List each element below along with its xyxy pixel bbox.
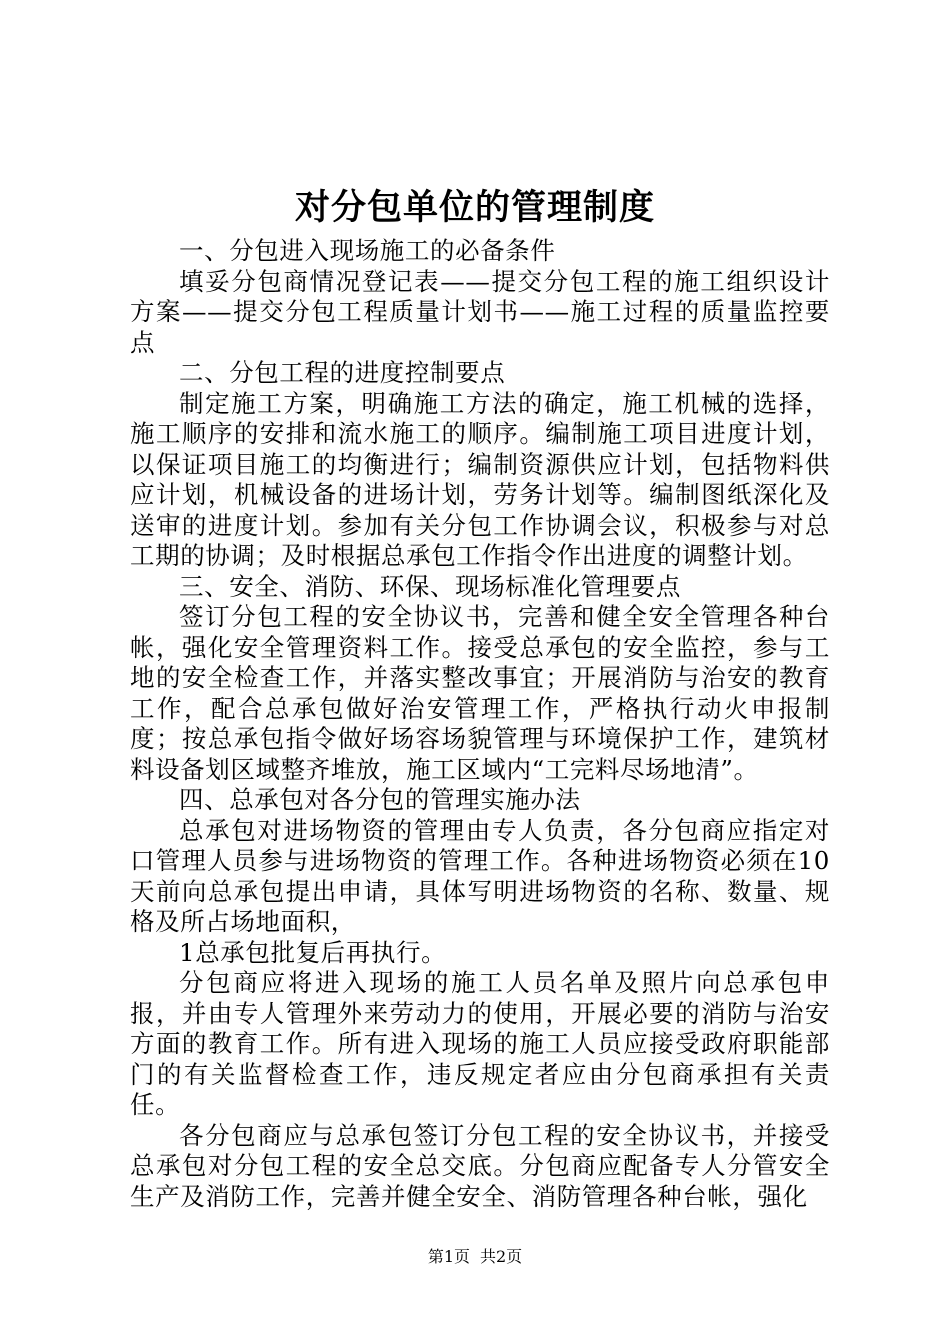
- paragraph: 总承包对进场物资的管理由专人负责，各分包商应指定对口管理人员参与进场物资的管理工作。各种进场物资必须在10天前向总承包提出申请，具体写明进场物资的名称、数量、规格及所占场地面积，: [130, 815, 830, 936]
- section-heading-3: 三、安全、消防、环保、现场标准化管理要点: [179, 571, 681, 601]
- document-title: 对分包单位的管理制度: [294, 187, 655, 228]
- section-heading-1: 一、分包进入现场施工的必备条件: [179, 236, 556, 265]
- page-footer: [0, 1247, 950, 1267]
- paragraph: 分包商应将进入现场的施工人员名单及照片向总承包申报，并由专人管理外来劳动力的使用，开展必要的消防与治安方面的教育工作。所有进入现场的施工人员应接受政府职能部门的有关监督检查工作，违反规定者应由分包商承担有关责任。: [130, 968, 830, 1119]
- section-heading-2: 二、分包工程的进度控制要点: [179, 358, 506, 387]
- page-number: 第1页: [427, 1247, 470, 1266]
- paragraph: 各分包商应与总承包签订分包工程的安全协议书，并接受总承包对分包工程的安全总交底。分包商应配备专人分管安全生产及消防工作，完善并健全安全、消防管理各种台帐，强化: [130, 1120, 830, 1211]
- paragraph: 填妥分包商情况登记表——提交分包工程的施工组织设计方案——提交分包工程质量计划书——施工过程的质量监控要点: [130, 266, 830, 357]
- page-total: 共2页: [480, 1247, 523, 1266]
- document-body: [130, 236, 830, 1212]
- section-heading-4: 四、总承包对各分包的管理实施办法: [179, 785, 581, 814]
- paragraph: 1总承包批复后再执行。: [179, 937, 447, 967]
- paragraph: 制定施工方案，明确施工方法的确定，施工机械的选择，施工顺序的安排和流水施工的顺序。编制施工项目进度计划，以保证项目施工的均衡进行；编制资源供应计划，包括物料供应计划，机械设备的进场计划，劳务计划等。编制图纸深化及送审的进度计划。参加有关分包工作协调会议，积极参与对总工期的协调；及时根据总承包工作指令作出进度的调整计划。: [130, 388, 830, 570]
- paragraph: 签订分包工程的安全协议书，完善和健全安全管理各种台帐，强化安全管理资料工作。接受总承包的安全监控，参与工地的安全检查工作，并落实整改事宜；开展消防与治安的教育工作，配合总承包做好治安管理工作，严格执行动火申报制度；按总承包指令做好场容场貌管理与环境保护工作，建筑材料设备划区域整齐堆放，施工区域内“工完料尽场地清”。: [130, 602, 830, 784]
